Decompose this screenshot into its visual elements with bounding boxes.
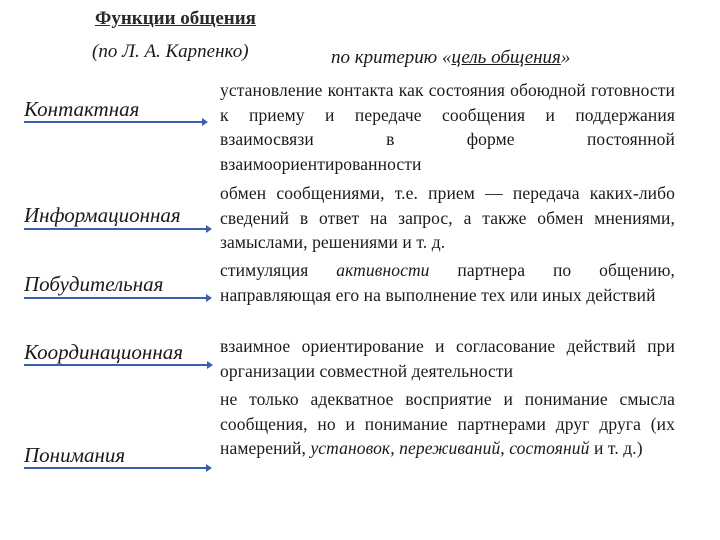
desc-text: стимуляция: [220, 260, 337, 280]
desc-italic-text: активности: [336, 260, 430, 280]
desc-italic-text: установок, переживаний, состояний: [310, 438, 590, 458]
function-description-understanding: [220, 387, 675, 461]
desc-text: не только адекватное восприятие и понимание смысла сообщения, но и понимание партнерами друг друга (их намерений,: [220, 389, 675, 458]
function-label-motivational: Побудительная: [24, 272, 164, 296]
arrow-icon: [24, 297, 210, 299]
criterion-suffix: »: [560, 47, 571, 68]
criterion-underlined: цель общения: [451, 47, 561, 68]
function-description-informational: обмен сообщениями, т.е. прием — передача каких-либо сведений в ответ на запрос, а также обмен мнениями, замыслами, решениями и т. д.: [220, 183, 675, 252]
desc-text: партнера по общению, направляющая его на выполнение тех или иных действий: [220, 260, 675, 305]
arrow-icon: [24, 121, 206, 123]
arrow-icon: [24, 364, 211, 366]
function-description-motivational: [220, 258, 675, 307]
arrow-icon: [24, 467, 210, 469]
function-label-informational: Информационная: [24, 203, 181, 227]
criterion-subtitle: [331, 47, 570, 69]
page-title: Функции общения: [95, 8, 256, 29]
function-label-coordination: Координационная: [24, 340, 184, 364]
function-label-contact: Контактная: [24, 97, 140, 121]
arrow-icon: [24, 228, 210, 230]
desc-text: и т. д.): [589, 438, 643, 458]
function-description-coordination: взаимное ориентирование и согласование действий при организации совместной деятельности: [220, 336, 675, 381]
function-label-understanding: Понимания: [24, 443, 126, 467]
author-subtitle: (по Л. А. Карпенко): [92, 41, 249, 62]
criterion-prefix: по критерию «: [331, 47, 452, 68]
function-description-contact: установление контакта как состояния обоюдной готовности к приему и передаче сообщения и поддержания взаимосвязи в форме постоянной взаимоориентированности: [220, 80, 675, 174]
